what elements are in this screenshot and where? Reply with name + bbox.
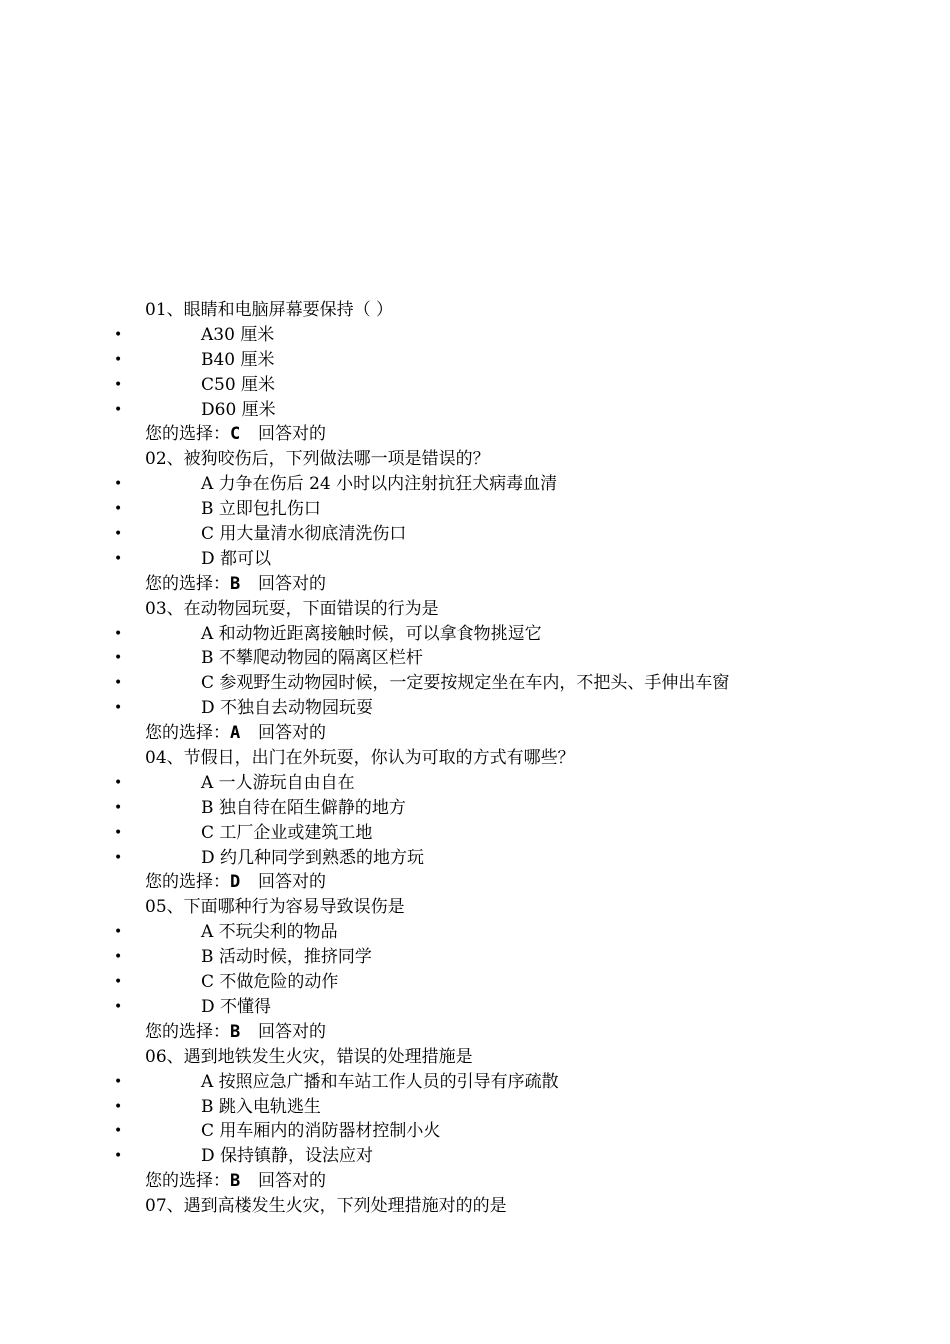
answer-prefix: 您的选择：	[145, 1171, 230, 1192]
bullet-icon: •	[114, 774, 123, 791]
answer-result: 回答对的	[258, 424, 326, 445]
option-line	[0, 1070, 950, 1095]
answer-summary	[145, 1169, 326, 1194]
bullet-icon: •	[114, 401, 123, 418]
question-title-line	[0, 597, 950, 622]
option-line	[0, 846, 950, 871]
option-text: C 参观野生动物园时候，一定要按规定坐在车内，不把头、手伸出车窗	[201, 673, 730, 694]
option-text: C 工厂企业或建筑工地	[201, 822, 373, 843]
option-text: B 跳入电轨逃生	[201, 1096, 321, 1117]
answer-result: 回答对的	[258, 872, 326, 893]
bullet-icon: •	[114, 675, 123, 692]
option-line	[0, 796, 950, 821]
option-text: D 都可以	[201, 548, 272, 569]
option-line	[0, 348, 950, 373]
option-text: C 用大量清水彻底清洗伤口	[201, 524, 407, 545]
option-line	[0, 547, 950, 572]
option-text: A 和动物近距离接触时候，可以拿食物挑逗它	[201, 623, 542, 644]
option-line	[0, 646, 950, 671]
question-title-line	[0, 298, 950, 323]
answer-line	[0, 721, 950, 746]
bullet-icon: •	[114, 650, 123, 667]
option-text: B40 厘米	[201, 349, 275, 370]
question-title-line	[0, 1045, 950, 1070]
answer-prefix: 您的选择：	[145, 1021, 230, 1042]
question-title: 05、下面哪种行为容易导致误伤是	[145, 897, 405, 918]
option-text: D 不懂得	[201, 996, 272, 1017]
answer-prefix: 您的选择：	[145, 723, 230, 744]
option-line	[0, 920, 950, 945]
option-text: C 不做危险的动作	[201, 972, 339, 993]
selected-answer: A	[230, 723, 241, 744]
bullet-icon: •	[114, 1148, 123, 1165]
selected-answer: D	[230, 872, 241, 893]
option-line	[0, 671, 950, 696]
question-title: 01、眼睛和电脑屏幕要保持（ ）	[145, 300, 394, 320]
question-title: 03、在动物园玩耍，下面错误的行为是	[145, 598, 439, 619]
answer-summary	[145, 572, 326, 597]
option-text: B 立即包扎伤口	[201, 499, 321, 520]
answer-line	[0, 870, 950, 895]
bullet-icon: •	[114, 550, 123, 567]
option-text: C 用车厢内的消防器材控制小火	[201, 1121, 441, 1142]
bullet-icon: •	[114, 824, 123, 841]
option-line	[0, 622, 950, 647]
option-text: C50 厘米	[201, 374, 276, 395]
answer-line	[0, 572, 950, 597]
answer-line	[0, 1169, 950, 1194]
bullet-icon: •	[114, 1123, 123, 1140]
answer-result: 回答对的	[258, 723, 326, 744]
bullet-icon: •	[114, 924, 123, 941]
option-text: B 独自待在陌生僻静的地方	[201, 797, 406, 818]
question-title-line	[0, 447, 950, 472]
option-text: A 一人游玩自由自在	[201, 772, 355, 793]
bullet-icon: •	[114, 501, 123, 518]
answer-line	[0, 1020, 950, 1045]
answer-summary	[145, 870, 326, 895]
option-text: D 约几种同学到熟悉的地方玩	[201, 847, 425, 868]
selected-answer: B	[230, 1021, 241, 1042]
option-line	[0, 497, 950, 522]
bullet-icon: •	[114, 625, 123, 642]
question-title: 02、被狗咬伤后，下列做法哪一项是错误的？	[145, 449, 490, 470]
question-title: 07、遇到高楼发生火灾，下列处理措施对的的是	[145, 1196, 507, 1217]
option-line	[0, 323, 950, 348]
answer-summary	[145, 1020, 326, 1045]
option-text: A 按照应急广播和车站工作人员的引导有序疏散	[201, 1071, 559, 1092]
bullet-icon: •	[114, 949, 123, 966]
question-title-line	[0, 895, 950, 920]
option-text: B 活动时候，推挤同学	[201, 947, 372, 968]
answer-summary	[145, 422, 326, 447]
bullet-icon: •	[114, 799, 123, 816]
option-line	[0, 1095, 950, 1120]
bullet-icon: •	[114, 351, 123, 368]
option-line	[0, 821, 950, 846]
bullet-icon: •	[114, 998, 123, 1015]
bullet-icon: •	[114, 326, 123, 343]
option-text: A 不玩尖利的物品	[201, 922, 338, 943]
bullet-icon: •	[114, 849, 123, 866]
selected-answer: B	[230, 573, 241, 594]
option-line	[0, 970, 950, 995]
bullet-icon: •	[114, 974, 123, 991]
option-line	[0, 398, 950, 423]
option-text: A 力争在伤后 24 小时以内注射抗狂犬病毒血清	[201, 474, 558, 495]
bullet-icon: •	[114, 376, 123, 393]
question-title: 06、遇到地铁发生火灾，错误的处理措施是	[145, 1046, 473, 1067]
option-line	[0, 373, 950, 398]
option-line	[0, 696, 950, 721]
question-title: 04、节假日，出门在外玩耍，你认为可取的方式有哪些？	[145, 748, 575, 769]
selected-answer: C	[230, 424, 241, 445]
option-line	[0, 995, 950, 1020]
option-text: D60 厘米	[201, 399, 276, 420]
question-title-line	[0, 746, 950, 771]
option-text: D 保持镇静，设法应对	[201, 1146, 374, 1167]
option-line	[0, 1119, 950, 1144]
bullet-icon: •	[114, 700, 123, 717]
document-body	[0, 298, 950, 1219]
option-text: A30 厘米	[201, 324, 275, 345]
bullet-icon: •	[114, 1073, 123, 1090]
answer-prefix: 您的选择：	[145, 872, 230, 893]
answer-prefix: 您的选择：	[145, 573, 230, 594]
answer-result: 回答对的	[258, 1171, 326, 1192]
option-line	[0, 945, 950, 970]
option-line	[0, 1144, 950, 1169]
answer-result: 回答对的	[258, 573, 326, 594]
question-title-line	[0, 1194, 950, 1219]
selected-answer: B	[230, 1171, 241, 1192]
option-text: B 不攀爬动物园的隔离区栏杆	[201, 648, 423, 669]
option-line	[0, 522, 950, 547]
bullet-icon: •	[114, 476, 123, 493]
answer-summary	[145, 721, 326, 746]
answer-line	[0, 422, 950, 447]
option-line	[0, 472, 950, 497]
option-text: D 不独自去动物园玩耍	[201, 698, 374, 719]
bullet-icon: •	[114, 526, 123, 543]
option-line	[0, 771, 950, 796]
bullet-icon: •	[114, 1098, 123, 1115]
answer-prefix: 您的选择：	[145, 424, 230, 445]
answer-result: 回答对的	[258, 1021, 326, 1042]
